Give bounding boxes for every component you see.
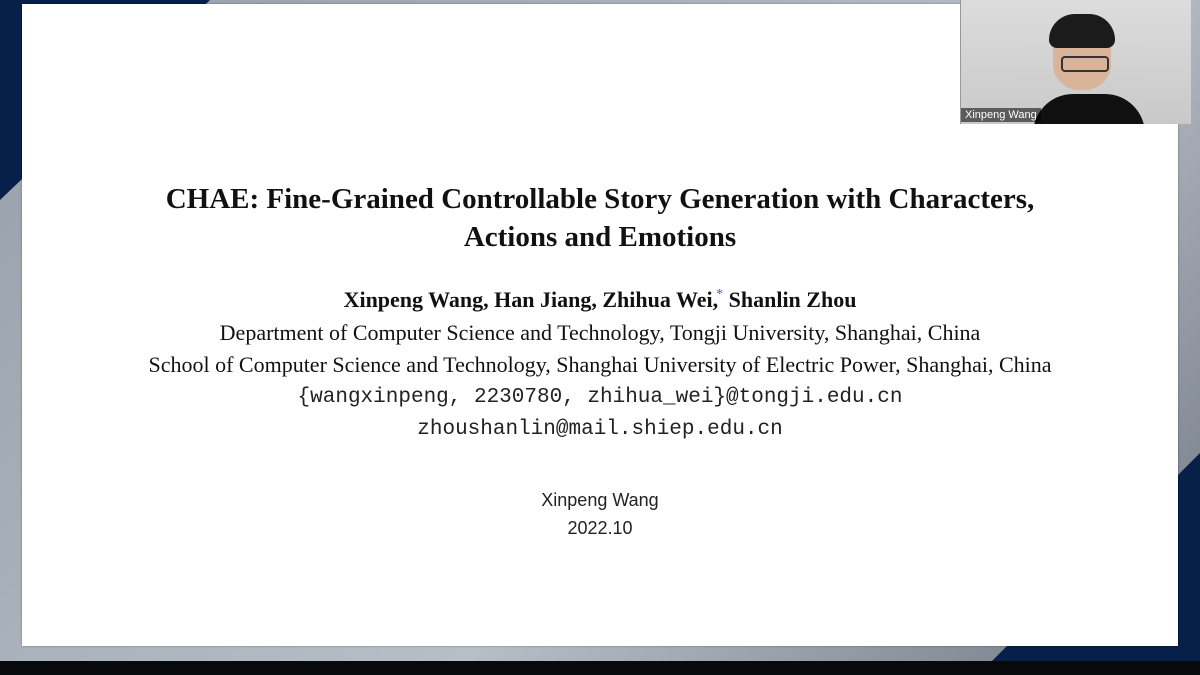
presenter-name: Xinpeng Wang [541, 490, 659, 510]
affiliation-2: School of Computer Science and Technology, Shanghai University of Electric Power, Shanghai, China [148, 352, 1052, 377]
corresponding-author-mark: * [716, 287, 724, 302]
participant-hair [1049, 14, 1115, 48]
email-line-1: {wangxinpeng, 2230780, zhihua_wei}@tongji.edu.cn [297, 386, 903, 409]
email-line-2: zhoushanlin@mail.shiep.edu.cn [417, 418, 783, 441]
participant-video-tile[interactable] [960, 0, 1191, 124]
slide-title-line-2: Actions and Emotions [463, 221, 737, 253]
slide-title-line-1: CHAE: Fine-Grained Controllable Story Generation with Characters, [165, 183, 1035, 215]
bottom-bar [0, 661, 1200, 675]
participant-name-label: Xinpeng Wang [961, 108, 1041, 122]
slide-title [22, 180, 1178, 256]
author-list [22, 287, 1178, 313]
participant-body [1033, 94, 1145, 124]
affiliation-1: Department of Computer Science and Technology, Tongji University, Shanghai, China [219, 320, 981, 345]
authors-text: Xinpeng Wang, Han Jiang, Zhihua Wei, [343, 287, 719, 312]
participant-glasses [1061, 56, 1109, 72]
last-author: Shanlin Zhou [723, 287, 857, 312]
presentation-date: 2022.10 [567, 518, 633, 538]
